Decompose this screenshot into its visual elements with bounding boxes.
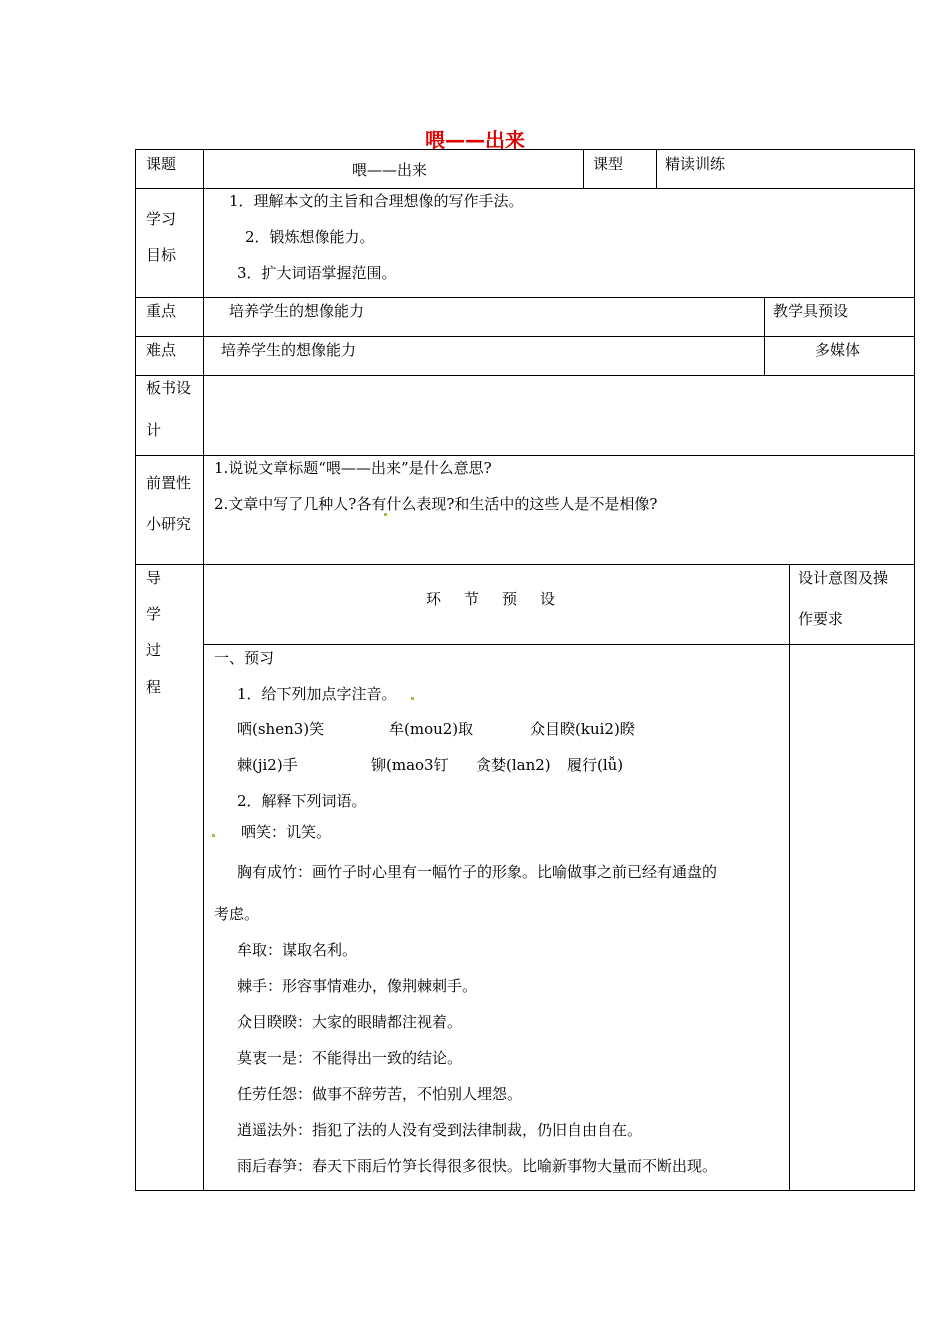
prestudy-label-2: 小研究 (146, 515, 192, 533)
tools-label: 教学具预设 (773, 302, 849, 320)
prestudy-q1: 1.说说文章标题“喂——出来”是什么意思? (214, 459, 492, 477)
difficulty-label: 难点 (146, 341, 177, 359)
definition-2: 胸有成竹：画竹子时心里有一幅竹子的形象。比喻做事之前已经有通盘的 (237, 863, 718, 881)
cell-process-right-body (789, 644, 915, 1191)
exercise-1: 1．给下列加点字注音。 (237, 685, 397, 703)
topic-label: 课题 (146, 155, 177, 173)
key-value: 培养学生的想像能力 (229, 302, 365, 320)
definition-9: 雨后春笋：春天下雨后竹笋长得很多很快。比喻新事物大量而不断出现。 (237, 1157, 718, 1175)
pinyin-2a: 棘(ji2)手 (237, 756, 298, 774)
pinyin-1a: 哂(shen3)笑 (237, 720, 325, 738)
key-label: 重点 (146, 302, 177, 320)
pinyin-2d: 履行(lǚ) (567, 756, 624, 774)
definition-7: 任劳任怨：做事不辞劳苦，不怕别人埋怨。 (237, 1085, 523, 1103)
board-label-1: 板书设 (146, 379, 192, 397)
media-value: 多媒体 (815, 341, 861, 359)
goals-label-2: 目标 (146, 246, 177, 264)
definition-6: 莫衷一是：不能得出一致的结论。 (237, 1049, 463, 1067)
definition-1: 哂笑：讥笑。 (241, 823, 332, 841)
difficulty-value: 培养学生的想像能力 (221, 341, 357, 359)
process-label-2: 学 (146, 605, 162, 623)
definition-3: 牟取：谋取名利。 (237, 941, 358, 959)
process-label-1: 导 (146, 569, 162, 587)
cell-goals-label (135, 188, 204, 298)
process-label-4: 程 (146, 678, 162, 696)
board-label-2: 计 (146, 421, 162, 439)
goal-1: 1．理解本文的主旨和合理想像的写作手法。 (229, 192, 524, 210)
prestudy-label-1: 前置性 (146, 474, 192, 492)
process-label-3: 过 (146, 641, 162, 659)
dot-mark (384, 513, 387, 516)
exercise-2: 2．解释下列词语。 (237, 792, 367, 810)
definition-5: 众目睽睽：大家的眼睛都注视着。 (237, 1013, 463, 1031)
process-header: 环 节 预 设 (426, 590, 560, 608)
dot-mark (212, 834, 215, 837)
design-label-1: 设计意图及操 (798, 569, 889, 587)
goal-2: 2．锻炼想像能力。 (245, 228, 375, 246)
goals-label-1: 学习 (146, 210, 177, 228)
type-value: 精读训练 (665, 155, 726, 173)
definition-2-cont: 考虑。 (214, 905, 260, 923)
pinyin-1c: 众目睽(kui2)睽 (530, 720, 635, 738)
definition-8: 逍遥法外：指犯了法的人没有受到法律制裁，仍旧自由自在。 (237, 1121, 643, 1139)
cell-board (203, 375, 915, 456)
section-heading: 一、预习 (214, 649, 275, 667)
design-label-2: 作要求 (798, 610, 844, 628)
dot-mark (411, 697, 414, 700)
definition-4: 棘手：形容事情难办，像荆棘刺手。 (237, 977, 478, 995)
document-title: 喂——出来 (425, 128, 525, 152)
cell-prestudy-label (135, 455, 204, 565)
pinyin-2b: 铆(mao3钉 (371, 756, 449, 774)
type-label: 课型 (593, 155, 624, 173)
pinyin-1b: 牟(mou2)取 (389, 720, 474, 738)
pinyin-2c: 贪婪(lan2) (476, 756, 551, 774)
topic-value: 喂——出来 (352, 161, 428, 179)
goal-3: 3．扩大词语掌握范围。 (237, 264, 397, 282)
prestudy-q2: 2.文章中写了几种人?各有什么表现?和生活中的这些人是不是相像? (214, 495, 658, 513)
